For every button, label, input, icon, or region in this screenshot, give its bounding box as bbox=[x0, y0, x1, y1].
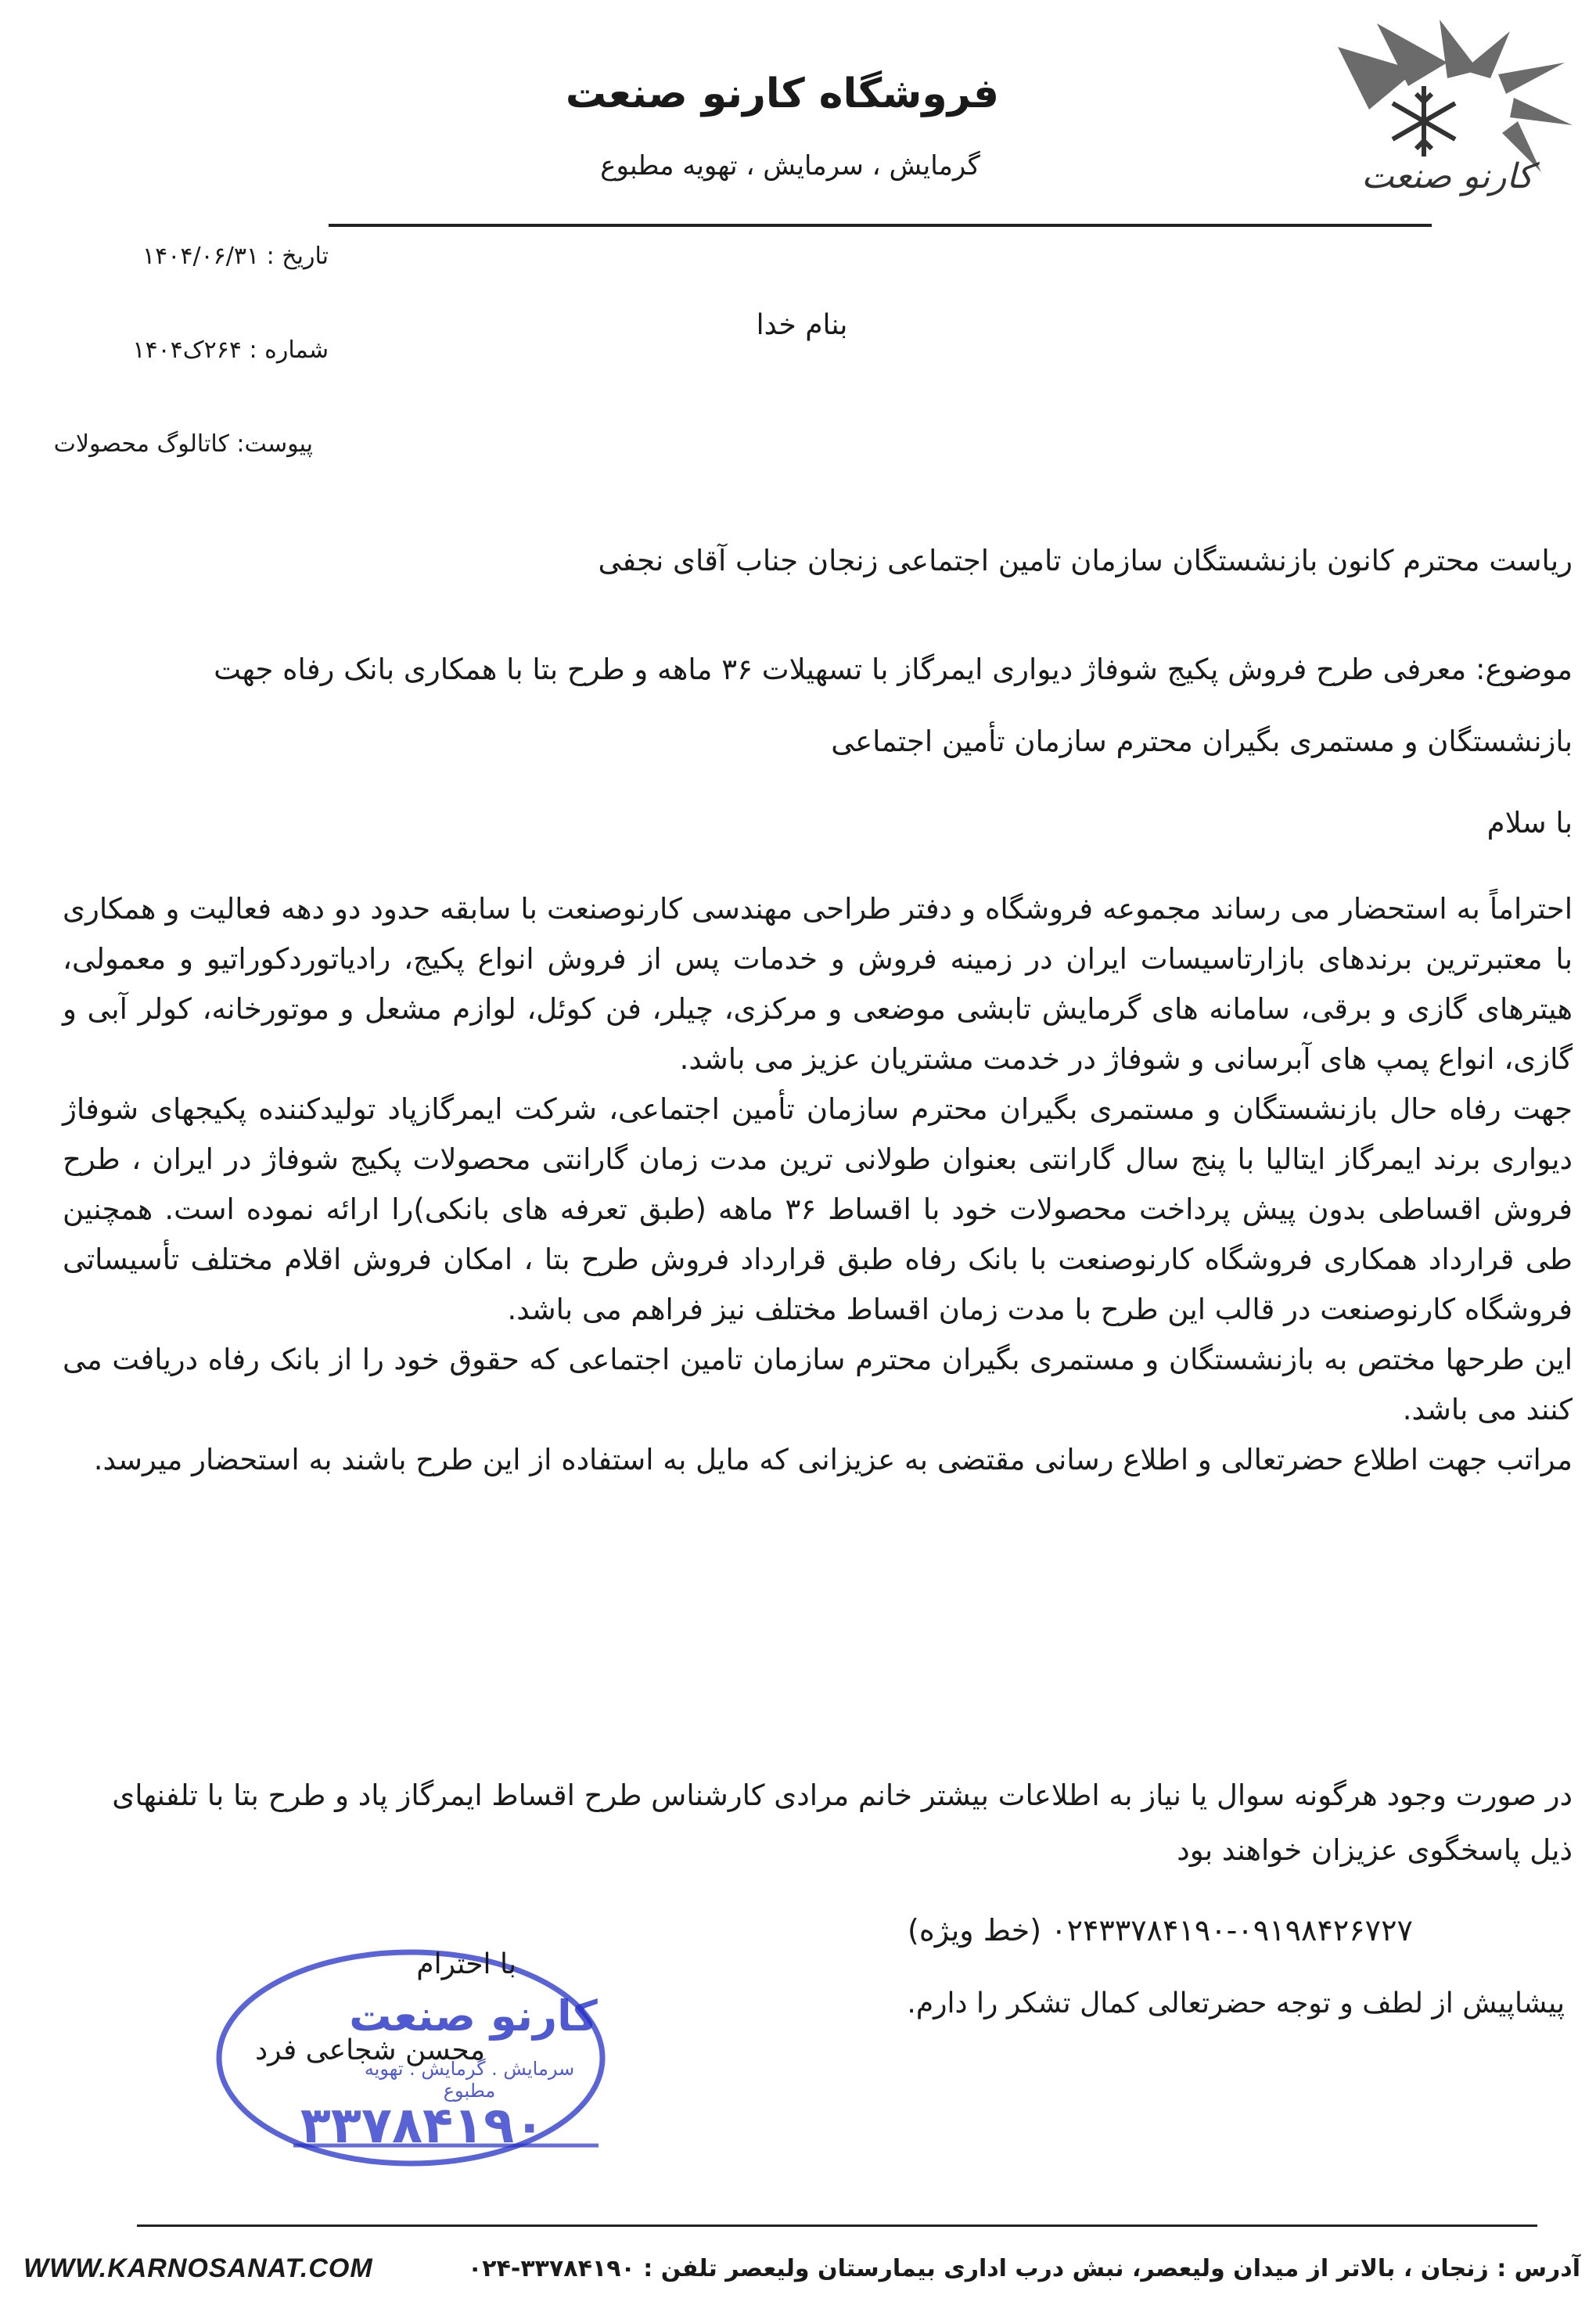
contact-paragraph: در صورت وجود هرگونه سوال یا نیاز به اطلاعات بیشتر خانم مرادی کارشناس طرح اقساط ایمرگاز پاد و طرح بتا با تلفنهای ذیل پاسخگوی عزیزان خواهند بود bbox=[112, 1779, 1573, 1867]
recipient-line: ریاست محترم کانون بازنشستگان سازمان تامین اجتماعی زنجان جناب آقای نجفی bbox=[598, 544, 1573, 577]
letter-number: شماره : ۲۶۴ک۱۴۰۴ bbox=[132, 336, 329, 364]
company-name: فروشگاه کارنو صنعت bbox=[565, 70, 1000, 117]
website-link[interactable]: WWW.KARNOSANAT.COM bbox=[23, 2253, 373, 2283]
greeting: با سلام bbox=[1486, 806, 1573, 840]
header-divider bbox=[329, 224, 1432, 227]
closing: با احترام bbox=[416, 1948, 516, 1980]
letter-date: تاریخ : ۱۴۰۴/۰۶/۳۱ bbox=[142, 243, 329, 270]
stamp-subtitle: سرمایش . گرمایش . تهویه مطبوع bbox=[364, 2058, 575, 2102]
footer-address: آدرس : زنجان ، بالاتر از میدان ولیعصر، نبش درب اداری بیمارستان ولیعصر تلفن : ۳۳۷۸۴۱۹۰-۰۲۴ bbox=[467, 2255, 1580, 2282]
stamp-title: کارنو صنعت bbox=[349, 1991, 598, 2041]
thanks-line: پیشاپیش از لطف و توجه حضرتعالی کمال تشکر را دارم. bbox=[907, 1987, 1565, 2019]
stamp-phone: ۳۳۷۸۴۱۹۰ bbox=[300, 2097, 545, 2155]
company-subtitle: گرمایش ، سرمایش ، تهویه مطبوع bbox=[600, 150, 980, 182]
paragraph: مراتب جهت اطلاع حضرتعالی و اطلاع رسانی مقتضی به عزیزانی که مایل به استفاده از این طرح باشند به استحضار میرسد. bbox=[93, 1443, 1573, 1476]
letter-body bbox=[63, 884, 1573, 1485]
subject-line: موضوع: معرفی طرح فروش پکیج شوفاژ دیواری ایمرگاز با تسهیلات ۳۶ ماهه و طرح بتا با همکاری بانک رفاه جهت بازنشستگان و مستمری بگیران محترم سازمان تأمین اجتماعی bbox=[214, 653, 1573, 758]
letter-attachment: پیوست: کاتالوگ محصولات bbox=[53, 430, 313, 458]
logo-wordmark: کارنو صنعت bbox=[1361, 156, 1533, 196]
paragraph: این طرحها مختص به بازنشستگان و مستمری بگیران محترم سازمان تامین اجتماعی که حقوق خود را از بانک رفاه دریافت می کنند می باشد. bbox=[63, 1343, 1573, 1426]
phone-numbers: ۰۲۴۳۳۷۸۴۱۹۰-۰۹۱۹۸۴۲۶۷۲۷ (خط ویژه) bbox=[908, 1913, 1413, 1948]
paragraph: احتراماً به استحضار می رساند مجموعه فروشگاه و دفتر طراحی مهندسی کارنوصنعت با سابقه حدود دو دهه فعالیت و همکاری با معتبرترین برندهای بازارتاسیسات ایران در زمینه فروش و خدمات پس از فروش انواع پکیج، رادیاتوردکوراتیو و معمولی، هیترهای گازی و برقی، سامانه های گرمایش تابشی موضعی و مرکزی، چیلر، فن کوئل، لوازم مشعل و موتورخانه، کولر آبی و گازی، انواع پمپ های آبرسانی و شوفاژ در خدمت مشتریان عزیز می باشد. bbox=[63, 892, 1573, 1076]
paragraph: جهت رفاه حال بازنشستگان و مستمری بگیران محترم سازمان تأمین اجتماعی، شرکت ایمرگازپاد تولیدکننده پکیجهای شوفاژ دیواری برند ایمرگاز ایتالیا با پنج سال گارانتی بعنوان طولانی ترین مدت زمان گارانتی محصولات پکیج شوفاژ در ایران ، طرح فروش اقساطی بدون پیش پرداخت محصولات خود با اقساط ۳۶ ماهه (طبق تعرفه های بانکی)را ارائه نموده است. همچنین طی قرارداد همکاری فروشگاه کارنوصنعت با بانک رفاه طبق قرارداد فروش طرح بتا ، امکان فروش اقلام مختلف تأسیساتی فروشگاه کارنوصنعت در قالب این طرح با مدت زمان اقساط مختلف نیز فراهم می باشد. bbox=[63, 1092, 1573, 1326]
footer-divider bbox=[137, 2224, 1537, 2227]
footer bbox=[23, 2253, 1580, 2293]
signer-name: محسن شجاعی فرد bbox=[255, 2034, 485, 2066]
bismillah: بنام خدا bbox=[756, 309, 848, 341]
